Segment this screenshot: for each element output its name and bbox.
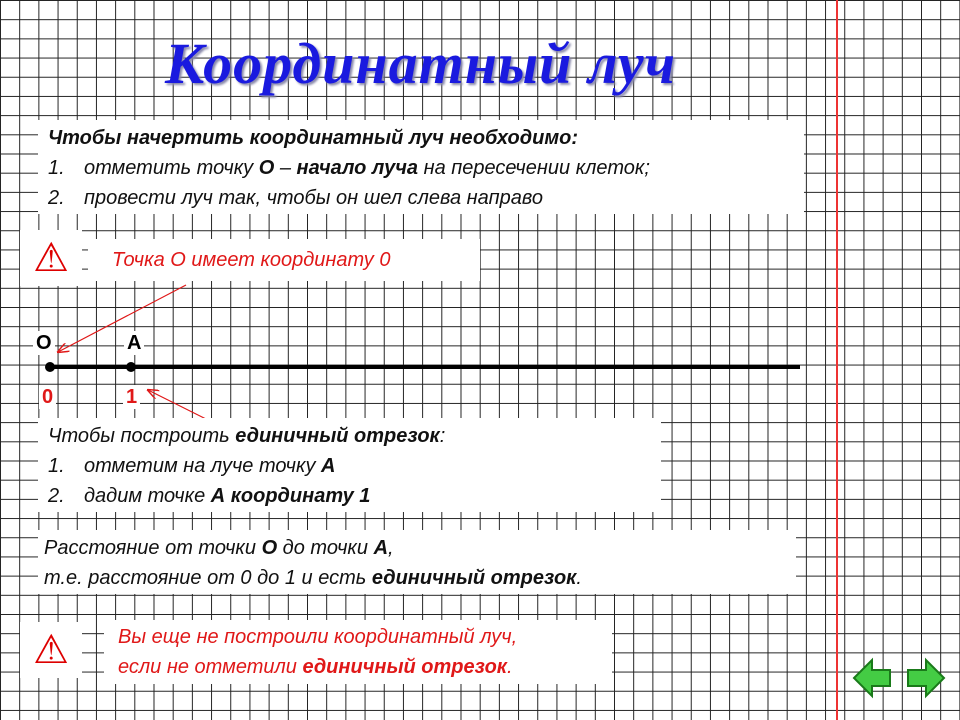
unit-step-2: 2. дадим точке А координату 1 [48, 485, 371, 507]
point-o-label: О [33, 331, 55, 355]
note2-line-1: Вы еще не построили координатный луч, [118, 626, 518, 648]
intro-step-2: 2. провести луч так, чтобы он шел слева направо [48, 187, 543, 209]
point-o-dot [45, 362, 55, 372]
back-arrow-button[interactable] [852, 656, 892, 700]
forward-arrow-button[interactable] [906, 656, 946, 700]
distance-line-1: Расстояние от точки О до точки А, [44, 537, 394, 559]
note-unit-segment-warning [104, 620, 612, 684]
intro-heading: Чтобы начертить координатный луч необходимо: [48, 127, 579, 149]
note2-line-2: если не отметили единичный отрезок. [118, 656, 513, 678]
page-title: Координатный луч [165, 31, 677, 96]
pointer-arrow-origin [58, 285, 186, 352]
unit-segment-box [38, 418, 661, 512]
coordinate-one: 1 [123, 385, 140, 409]
distance-box [38, 530, 796, 594]
coordinate-zero: 0 [39, 385, 56, 409]
attention-icon: ⚠ [20, 230, 82, 286]
attention-icon: ⚠ [20, 622, 82, 678]
point-a-label: А [124, 331, 144, 355]
note-origin-coordinate: Точка О имеет координату 0 [88, 239, 480, 281]
distance-line-2: т.е. расстояние от 0 до 1 и есть единичный отрезок. [44, 567, 582, 589]
unit-step-1: 1. отметим на луче точку А [48, 455, 336, 477]
point-a-dot [126, 362, 136, 372]
unit-heading: Чтобы построить единичный отрезок: [48, 425, 446, 447]
intro-step-1: 1. отметить точку О – начало луча на пересечении клеток; [48, 157, 650, 179]
